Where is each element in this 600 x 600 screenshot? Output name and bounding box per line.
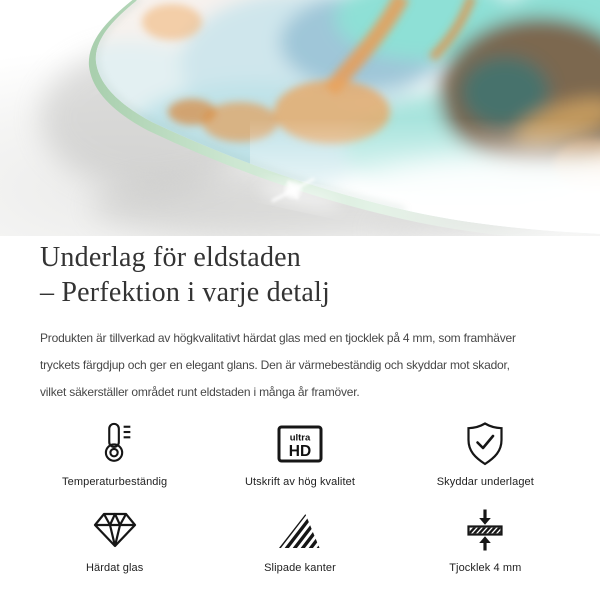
feature-label: Skyddar underlaget	[436, 476, 534, 488]
diamond-icon	[93, 506, 137, 554]
feature-label: Utskrift av hög kvalitet	[244, 476, 355, 488]
beveled-edge-icon	[279, 506, 321, 554]
page-title-line1: Underlag för eldstaden	[40, 242, 301, 273]
feature-label: Temperaturbeständig	[62, 476, 168, 488]
feature-label: Slipade kanter	[264, 562, 336, 574]
shield-check-icon	[465, 420, 505, 468]
hero-product-photo	[0, 0, 600, 236]
feature-polished-edges	[207, 506, 392, 574]
description-line1: Produkten är tillverkad av högkvalitativt härdat glas med en tjocklek på 4 mm, som framhäver	[40, 331, 516, 345]
feature-high-quality-print	[207, 420, 392, 488]
feature-label: Tjocklek 4 mm	[449, 562, 522, 574]
ultra-hd-icon	[277, 420, 323, 468]
feature-protects-surface	[393, 420, 578, 488]
feature-temperature-resistant	[22, 420, 207, 488]
feature-thickness	[393, 506, 578, 574]
page-title	[40, 240, 560, 310]
thermometer-icon	[95, 420, 135, 468]
description-line2: tryckets färgdjup och ger en elegant glans. Den är värmebeständig och skyddar mot skador,	[40, 358, 510, 372]
feature-label: Härdat glas	[85, 562, 144, 574]
page-title-line2: – Perfektion i varje detalj	[40, 277, 330, 308]
feature-grid	[22, 420, 578, 574]
glass-panel-image	[0, 0, 600, 236]
ultra-hd-icon-text-bottom: HD	[288, 443, 312, 460]
description-line3: vilket säkerställer området runt eldstaden i många år framöver.	[40, 385, 360, 399]
thickness-compress-icon	[466, 506, 504, 554]
ultra-hd-icon-text-top: ultra	[289, 432, 311, 444]
feature-tempered-glass	[22, 506, 207, 574]
product-description	[40, 325, 560, 406]
